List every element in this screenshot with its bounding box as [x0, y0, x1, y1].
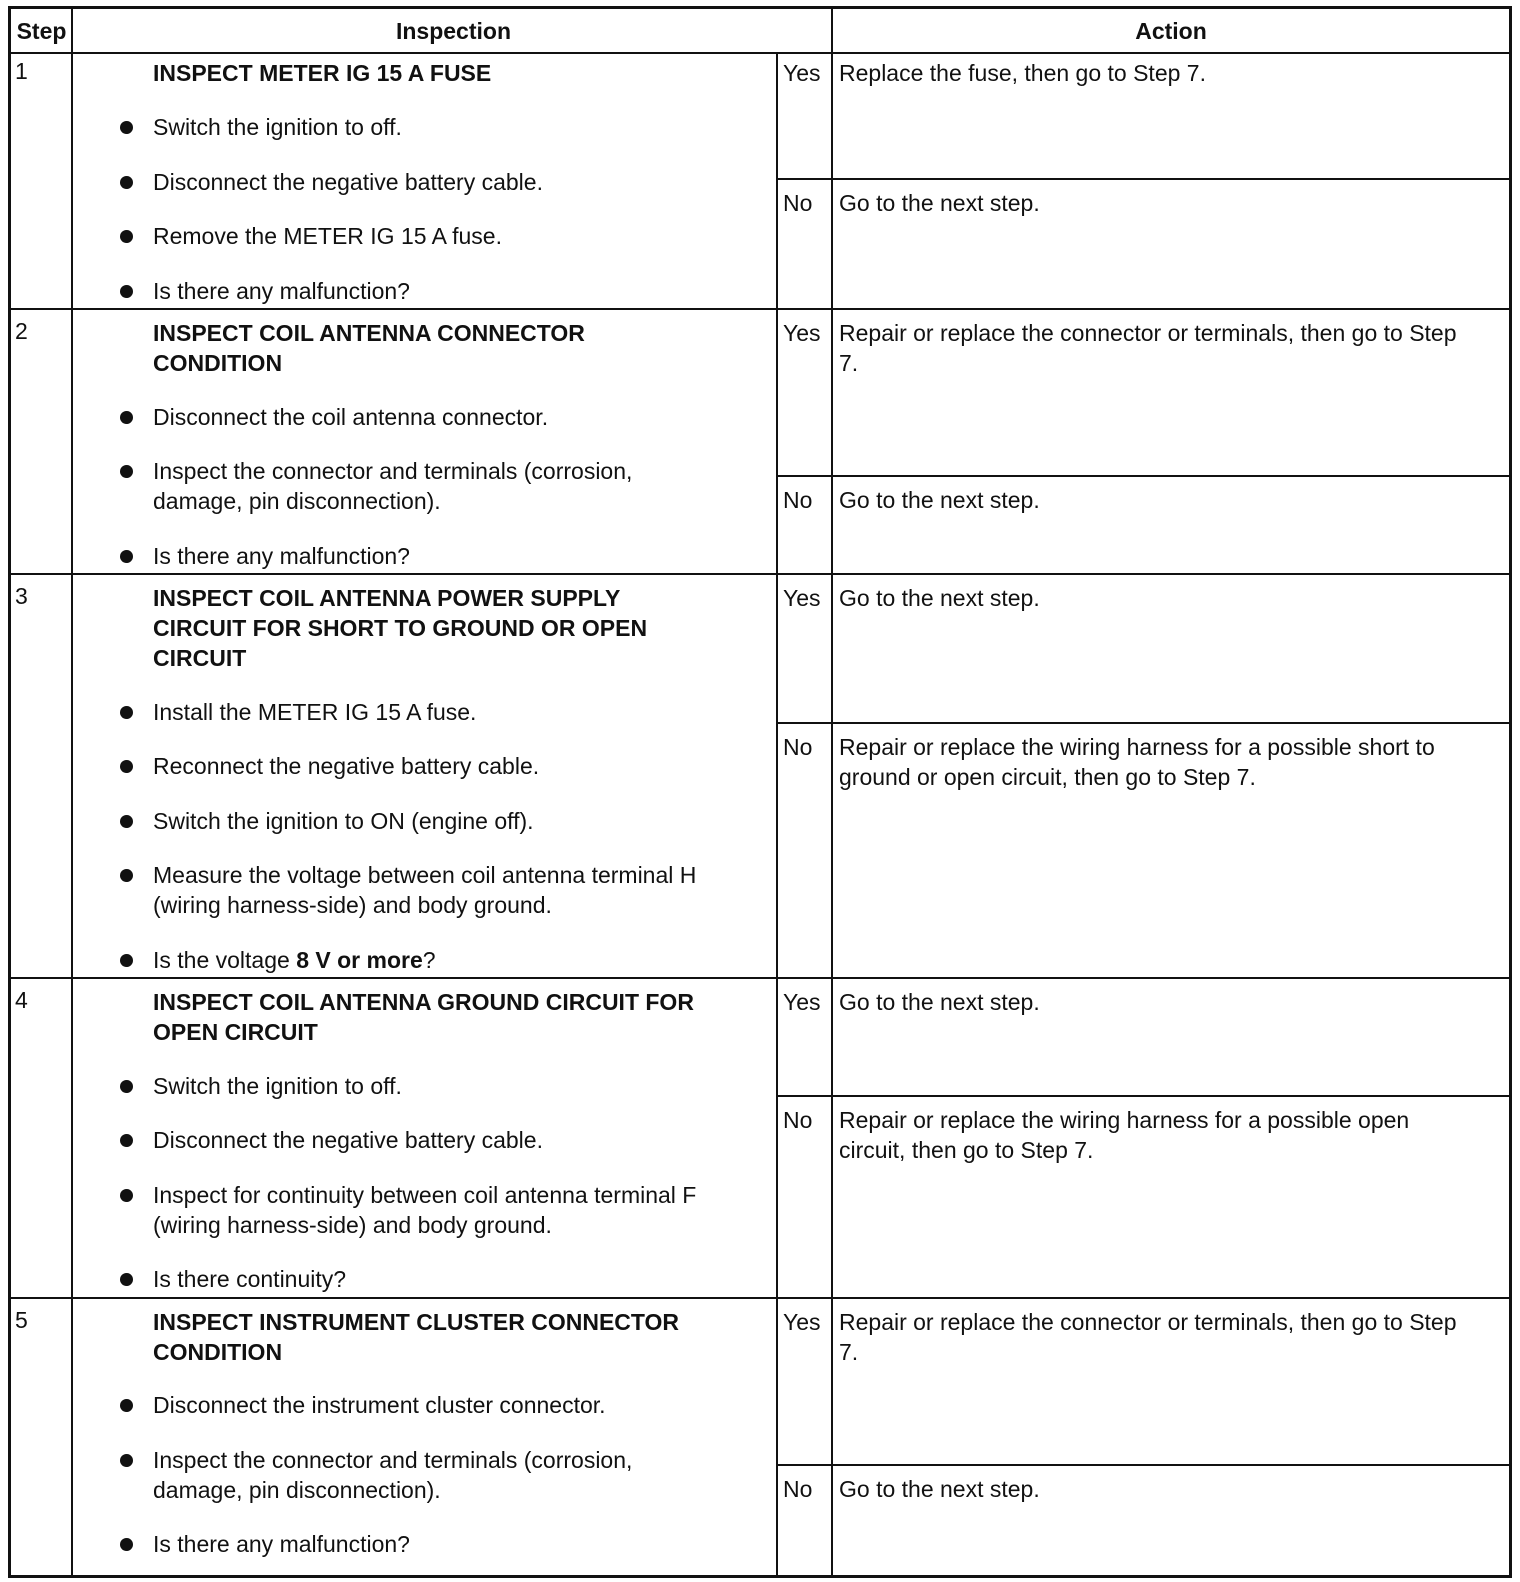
bullet-text: Switch the ignition to off. [153, 1073, 402, 1099]
yes-label: Yes [783, 320, 821, 346]
bullet-item [153, 1180, 753, 1240]
bullet-icon [120, 1538, 133, 1551]
bullet-icon [120, 706, 133, 719]
bullet-text-bold: 8 V or more [296, 947, 423, 973]
bullet-icon [120, 1134, 133, 1147]
diagnostic-table [8, 6, 1512, 1578]
bullet-item [153, 1264, 753, 1294]
bullet-icon [120, 1189, 133, 1202]
divider [71, 9, 73, 1575]
yes-action: Repair or replace the connector or terminals, then go to Step 7. [839, 320, 1457, 376]
header-step: Step [16, 18, 67, 44]
bullet-text: Is there any malfunction? [153, 278, 410, 304]
header-inspection: Inspection [395, 18, 511, 44]
no-action: Go to the next step. [839, 1476, 1040, 1502]
bullet-text-suffix: ? [422, 947, 436, 973]
bullet-item [153, 860, 753, 920]
divider [11, 977, 1509, 979]
divider [11, 1297, 1509, 1299]
yes-action: Replace the fuse, then go to Step 7. [839, 60, 1206, 86]
bullet-item [153, 221, 753, 251]
no-action: Go to the next step. [839, 487, 1040, 513]
step-number: 4 [15, 987, 28, 1013]
bullet-text: Inspect the connector and terminals (corrosion, damage, pin disconnection). [153, 458, 633, 514]
divider [777, 722, 1509, 724]
header-action: Action [1135, 18, 1207, 44]
bullet-item [153, 1445, 713, 1505]
bullet-text: Is there any malfunction? [153, 543, 410, 569]
no-label: No [783, 734, 813, 760]
yes-action: Go to the next step. [839, 585, 1040, 611]
divider [831, 9, 833, 1575]
bullet-text: Inspect the connector and terminals (corrosion, damage, pin disconnection). [153, 1447, 633, 1503]
bullet-item [153, 456, 713, 516]
divider [776, 54, 778, 1575]
yes-label: Yes [783, 1309, 821, 1335]
bullet-icon [120, 760, 133, 773]
bullet-text: Disconnect the negative battery cable. [153, 1127, 543, 1153]
bullet-text: Switch the ignition to ON (engine off). [153, 808, 534, 834]
bullet-item [153, 1529, 753, 1559]
bullet-text-prefix: Is the voltage [153, 947, 297, 973]
bullet-text: Is there continuity? [153, 1266, 347, 1292]
yes-label: Yes [783, 585, 821, 611]
bullet-text: Remove the METER IG 15 A fuse. [153, 223, 502, 249]
no-action: Repair or replace the wiring harness for a possible short to ground or open circuit, then go to Step 7. [839, 734, 1435, 790]
bullet-icon [120, 815, 133, 828]
bullet-icon [120, 1080, 133, 1093]
step-number: 1 [15, 58, 28, 84]
step-title: INSPECT COIL ANTENNA POWER SUPPLY CIRCUIT FOR SHORT TO GROUND OR OPEN CIRCUIT [153, 585, 648, 671]
bullet-item [153, 1125, 753, 1155]
bullet-item [153, 806, 753, 836]
bullet-icon [120, 230, 133, 243]
bullet-item [153, 945, 753, 975]
bullet-icon [120, 869, 133, 882]
bullet-icon [120, 1273, 133, 1286]
yes-label: Yes [783, 989, 821, 1015]
step-title: INSPECT METER IG 15 A FUSE [153, 60, 492, 86]
bullet-text: Disconnect the coil antenna connector. [153, 404, 549, 430]
bullet-text: Inspect for continuity between coil antenna terminal F (wiring harness-side) and body ground. [153, 1182, 697, 1238]
divider [11, 573, 1509, 575]
bullet-item [153, 276, 753, 306]
step-number: 3 [15, 583, 28, 609]
no-label: No [783, 1476, 813, 1502]
bullet-icon [120, 1454, 133, 1467]
bullet-icon [120, 1399, 133, 1412]
bullet-item [153, 402, 753, 432]
no-action: Repair or replace the wiring harness for a possible open circuit, then go to Step 7. [839, 1107, 1410, 1163]
step-number: 2 [15, 318, 28, 344]
no-label: No [783, 1107, 813, 1133]
bullet-icon [120, 285, 133, 298]
step-number: 5 [15, 1307, 28, 1333]
no-action: Go to the next step. [839, 190, 1040, 216]
bullet-icon [120, 176, 133, 189]
bullet-item [153, 1071, 753, 1101]
divider [777, 178, 1509, 180]
bullet-item [153, 751, 753, 781]
divider [11, 308, 1509, 310]
bullet-icon [120, 954, 133, 967]
no-label: No [783, 487, 813, 513]
bullet-icon [120, 550, 133, 563]
bullet-icon [120, 121, 133, 134]
divider [11, 52, 1509, 54]
bullet-text: Install the METER IG 15 A fuse. [153, 699, 477, 725]
bullet-item [153, 167, 753, 197]
divider [777, 1464, 1509, 1466]
bullet-item [153, 1390, 753, 1420]
bullet-text: Disconnect the negative battery cable. [153, 169, 543, 195]
bullet-icon [120, 465, 133, 478]
bullet-text: Disconnect the instrument cluster connector. [153, 1392, 606, 1418]
bullet-text: Reconnect the negative battery cable. [153, 753, 540, 779]
yes-action: Go to the next step. [839, 989, 1040, 1015]
divider [777, 475, 1509, 477]
bullet-item [153, 112, 753, 142]
step-title: INSPECT COIL ANTENNA CONNECTOR CONDITION [153, 320, 585, 376]
bullet-text: Is there any malfunction? [153, 1531, 410, 1557]
bullet-item [153, 697, 753, 727]
step-title: INSPECT INSTRUMENT CLUSTER CONNECTOR CONDITION [153, 1309, 680, 1365]
step-title: INSPECT COIL ANTENNA GROUND CIRCUIT FOR OPEN CIRCUIT [153, 989, 694, 1045]
bullet-text: Measure the voltage between coil antenna terminal H (wiring harness-side) and body ground. [153, 862, 697, 918]
bullet-text: Switch the ignition to off. [153, 114, 402, 140]
divider [777, 1095, 1509, 1097]
yes-action: Repair or replace the connector or terminals, then go to Step 7. [839, 1309, 1457, 1365]
yes-label: Yes [783, 60, 821, 86]
bullet-icon [120, 411, 133, 424]
no-label: No [783, 190, 813, 216]
bullet-item [153, 541, 753, 571]
